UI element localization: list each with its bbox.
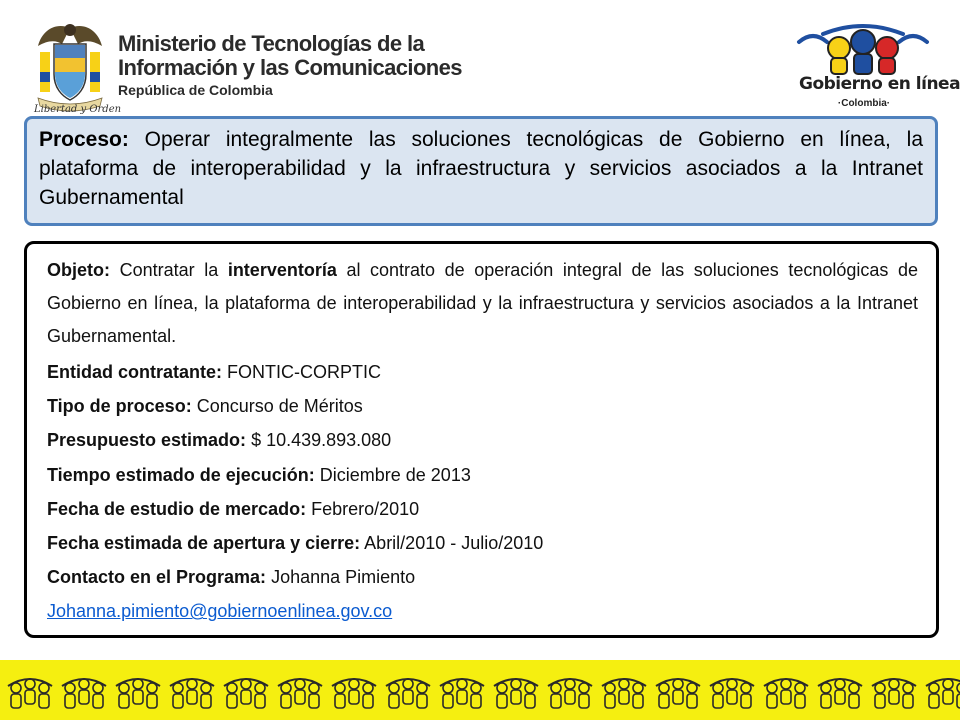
apertura-value: Abril/2010 - Julio/2010 [364, 533, 544, 554]
people-trio-icon [440, 679, 484, 708]
contacto-row [47, 560, 918, 594]
coat-of-arms-icon [34, 18, 106, 114]
tiempo-value: Diciembre de 2013 [319, 464, 471, 485]
people-trio-icon [548, 679, 592, 708]
process-label: Proceso: [39, 128, 129, 151]
process-text: Operar integralmente las soluciones tecnológicas de Gobierno en línea, la plataforma de interoperabilidad y la infraestructura y servicios asociados a la Intranet Gubernamental [39, 128, 923, 209]
people-trio-icon [116, 679, 160, 708]
footer-band [0, 660, 960, 720]
entidad-label: Entidad contratante: [47, 362, 223, 382]
people-trio-icon [818, 679, 862, 708]
people-trio-icon [494, 679, 538, 708]
ministry-name [118, 32, 462, 100]
people-trio-icon [224, 679, 268, 708]
presupuesto-value: $ 10.439.893.080 [251, 430, 392, 451]
tiempo-row [47, 458, 918, 492]
gobierno-en-linea-logo [793, 12, 960, 122]
estudio-value: Febrero/2010 [311, 498, 420, 519]
objeto-text-a: Contratar la [119, 260, 219, 280]
ministry-name-line2: Información y las Comunicaciones [118, 55, 462, 80]
estudio-label: Fecha de estudio de mercado: [47, 498, 307, 519]
people-trio-icon [386, 679, 430, 708]
people-trio-icon [872, 679, 916, 708]
people-trio-icon [710, 679, 754, 708]
tipo-value: Concurso de Méritos [196, 396, 363, 417]
presupuesto-row [47, 423, 918, 457]
contact-email-link[interactable]: Johanna.pimiento@gobiernoenlinea.gov.co [47, 601, 393, 622]
tipo-label: Tipo de proceso: [47, 396, 192, 417]
contacto-value: Johanna Pimiento [271, 567, 416, 588]
gel-title: Gobierno en línea [799, 74, 960, 94]
people-trio-icon [332, 679, 376, 708]
apertura-label: Fecha estimada de apertura y cierre: [47, 533, 361, 554]
people-figures-icon [793, 12, 933, 76]
people-trio-icon [278, 679, 322, 708]
objeto-paragraph [47, 254, 918, 353]
estudio-row [47, 492, 918, 526]
apertura-row [47, 526, 918, 560]
tiempo-label: Tiempo estimado de ejecución: [47, 464, 315, 485]
ministry-country: República de Colombia [118, 82, 273, 98]
details-box [24, 241, 939, 638]
people-trio-icon [62, 679, 106, 708]
people-trio-icon [926, 679, 960, 708]
people-trio-icon [602, 679, 646, 708]
process-box [24, 116, 938, 226]
objeto-text-b: al contrato de operación integral de las soluciones tecnológicas de Gobierno en línea, la plataforma de interoperabilidad y la infraestructura y servicios asociados a la Intranet Gubernamental. [47, 260, 918, 346]
entidad-row [47, 355, 918, 389]
objeto-label: Objeto: [47, 260, 110, 280]
people-trio-icon [170, 679, 214, 708]
people-trio-icon [764, 679, 808, 708]
entidad-value: FONTIC-CORPTIC [227, 362, 382, 382]
tipo-row [47, 389, 918, 423]
presupuesto-label: Presupuesto estimado: [47, 430, 247, 451]
contacto-label: Contacto en el Programa: [47, 567, 267, 588]
footer-people-pattern [0, 660, 960, 720]
motto: Libertad y Orden [34, 104, 122, 115]
ministry-logo [34, 18, 462, 118]
people-trio-icon [8, 679, 52, 708]
ministry-name-line1: Ministerio de Tecnologías de la [118, 31, 425, 56]
objeto-bold: interventoría [227, 260, 337, 280]
people-trio-icon [656, 679, 700, 708]
email-row [47, 594, 918, 628]
gel-subtitle: ·Colombia· [837, 98, 891, 109]
